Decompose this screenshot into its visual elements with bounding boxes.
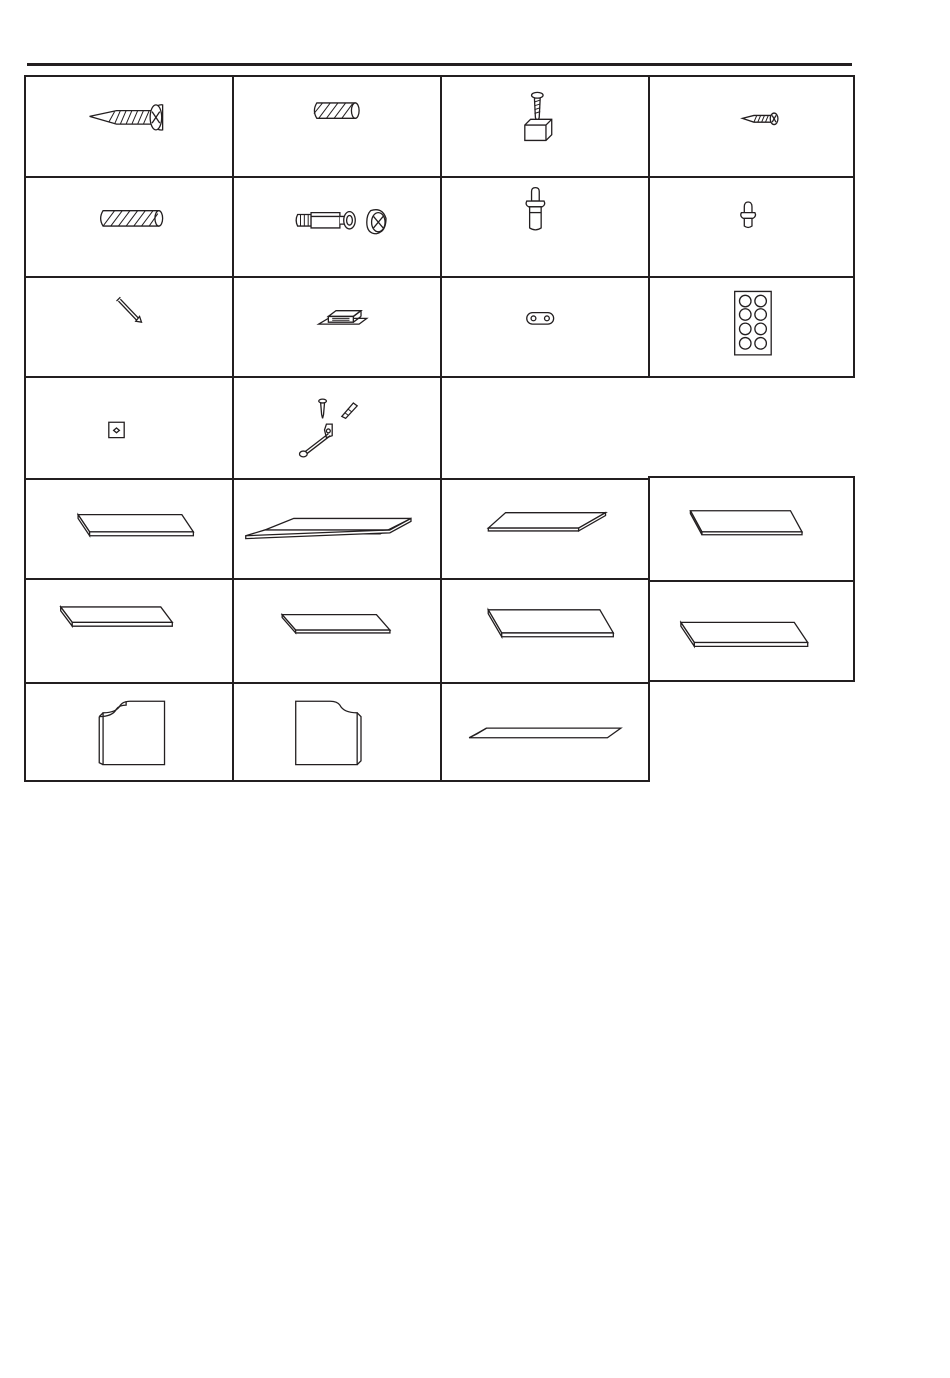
part-cell: [648, 276, 855, 378]
flat-head-screw-icon: [26, 77, 232, 176]
panel-cell: [648, 580, 855, 682]
part-cell: [648, 176, 855, 278]
nail-icon: [26, 278, 232, 376]
part-cell: [440, 176, 650, 278]
shelf-pin-icon: [442, 178, 648, 276]
strike-plate-icon: [442, 278, 648, 376]
screw-with-block-icon: [442, 77, 648, 176]
part-cell: [232, 276, 442, 378]
part-cell: [648, 75, 855, 178]
panel-cell: [440, 682, 650, 782]
narrow-board-panel-icon: [234, 580, 440, 682]
cam-lock-bolt-icon: [234, 178, 440, 276]
magnetic-catch-icon: [234, 278, 440, 376]
panel-cell: [232, 682, 442, 782]
panel-cell: [440, 578, 650, 684]
wooden-dowel-icon: [234, 77, 440, 176]
wall-anchor-kit-icon: [234, 378, 440, 478]
part-cell: [24, 176, 234, 278]
panel-cell: [232, 578, 442, 684]
part-cell: [440, 276, 650, 378]
side-panel-left-icon: [26, 684, 232, 780]
part-cell: [232, 376, 442, 480]
back-panel-icon: [442, 684, 648, 780]
board-panel-icon: [650, 478, 853, 580]
small-screw-icon: [650, 77, 853, 176]
board-panel-icon: [442, 480, 648, 578]
panel-cell: [24, 478, 234, 580]
part-cell: [232, 75, 442, 178]
long-board-panel-icon: [234, 480, 440, 578]
felt-pad-sheet-icon: [650, 278, 853, 376]
board-panel-icon: [442, 580, 648, 682]
panel-cell: [232, 478, 442, 580]
panel-cell: [648, 476, 855, 582]
panel-cell: [24, 578, 234, 684]
header-rule: [27, 63, 852, 66]
board-panel-icon: [650, 582, 853, 680]
panel-cell: [440, 478, 650, 580]
short-shelf-pin-icon: [650, 178, 853, 276]
part-cell: [232, 176, 442, 278]
part-cell: [24, 376, 234, 480]
part-cell: [440, 75, 650, 178]
board-panel-icon: [26, 480, 232, 578]
side-panel-right-icon: [234, 684, 440, 780]
board-panel-icon: [26, 580, 232, 682]
panel-cell: [24, 682, 234, 782]
part-cell: [24, 75, 234, 178]
part-cell: [24, 276, 234, 378]
long-dowel-icon: [26, 178, 232, 276]
square-cap-icon: [26, 378, 232, 478]
